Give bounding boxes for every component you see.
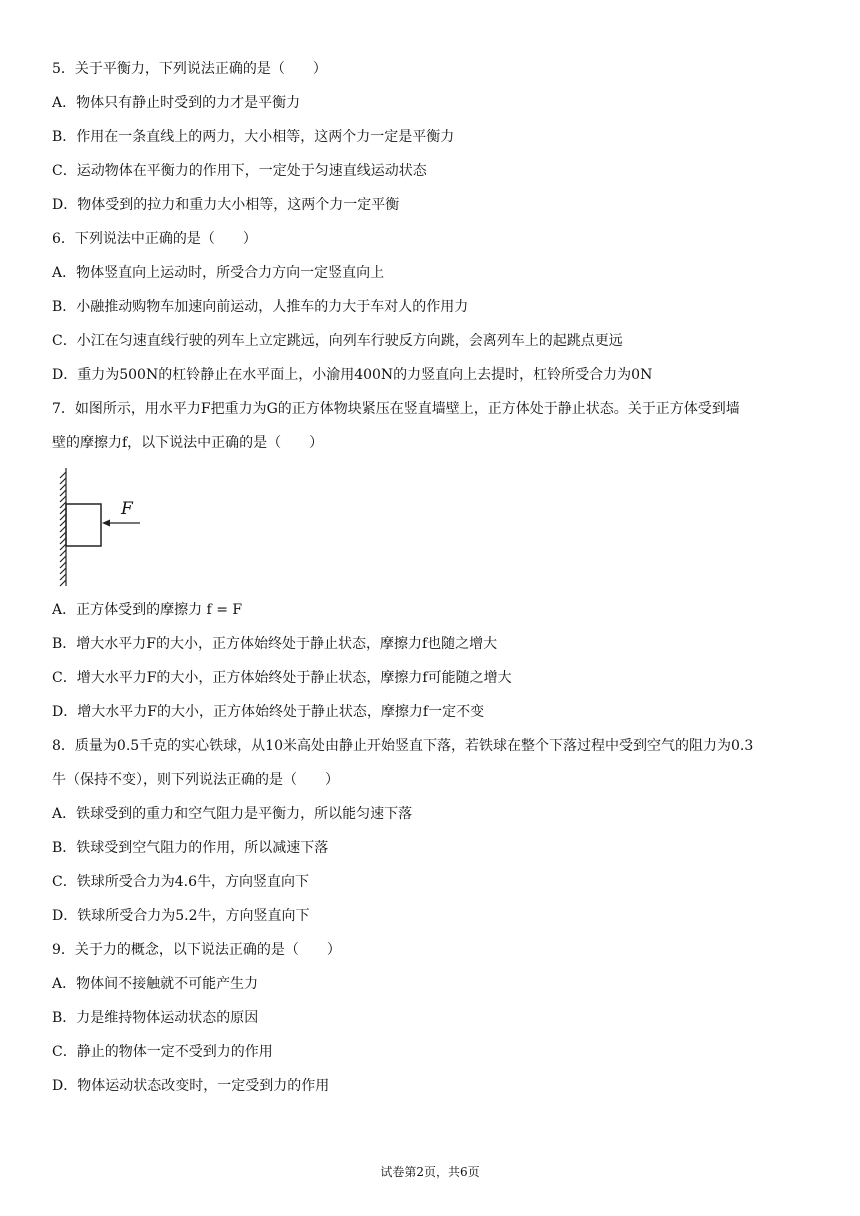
q7-option-c: C．增大水平力F的大小，正方体始终处于静止状态，摩擦力f可能随之增大 <box>52 670 512 686</box>
q8-option-a: A．铁球受到的重力和空气阻力是平衡力，所以能匀速下落 <box>52 806 413 822</box>
q8-stem-line1: 8．质量为0.5千克的实心铁球，从10米高处由静止开始竖直下落，若铁球在整个下落过程中受到空气的阻力为0.3 <box>52 738 754 754</box>
q7-option-b: B．增大水平力F的大小，正方体始终处于静止状态，摩擦力f也随之增大 <box>52 636 498 652</box>
q9-option-d: D．物体运动状态改变时，一定受到力的作用 <box>52 1078 330 1094</box>
q6-option-a: A．物体竖直向上运动时，所受合力方向一定竖直向上 <box>52 265 385 281</box>
q6-option-c: C．小江在匀速直线行驶的列车上立定跳远，向列车行驶反方向跳，会离列车上的起跳点更远 <box>52 333 623 349</box>
q6-option-b: B．小融推动购物车加速向前运动，人推车的力大于车对人的作用力 <box>52 299 469 315</box>
q7-option-a: A．正方体受到的摩擦力 f = F <box>52 602 243 618</box>
q6-option-d: D．重力为500N的杠铃静止在水平面上，小渝用400N的力竖直向上去提时，杠铃所受合力为0N <box>52 367 653 383</box>
force-label: F <box>121 499 133 519</box>
q7-stem-line2: 壁的摩擦力f，以下说法中正确的是（ ） <box>52 435 324 451</box>
q9-option-a: A．物体间不接触就不可能产生力 <box>52 976 259 992</box>
force-arrowhead-icon <box>102 520 110 527</box>
q9-stem: 9．关于力的概念，以下说法正确的是（ ） <box>52 942 341 958</box>
wall-block-figure <box>52 466 162 595</box>
q8-option-c: C．铁球所受合力为4.6牛，方向竖直向下 <box>52 874 309 890</box>
q9-option-b: B．力是维持物体运动状态的原因 <box>52 1010 259 1026</box>
cube-block <box>66 504 101 546</box>
q5-option-b: B．作用在一条直线上的两力，大小相等，这两个力一定是平衡力 <box>52 129 455 145</box>
q5-option-d: D．物体受到的拉力和重力大小相等，这两个力一定平衡 <box>52 197 400 213</box>
wall-hatching <box>60 472 66 586</box>
q6-stem: 6．下列说法中正确的是（ ） <box>52 231 257 247</box>
q5-option-c: C．运动物体在平衡力的作用下，一定处于匀速直线运动状态 <box>52 163 427 179</box>
q5-option-a: A．物体只有静止时受到的力才是平衡力 <box>52 95 301 111</box>
q8-stem-line2: 牛（保持不变），则下列说法正确的是（ ） <box>52 772 339 788</box>
q5-stem: 5．关于平衡力，下列说法正确的是（ ） <box>52 61 327 77</box>
q8-option-d: D．铁球所受合力为5.2牛，方向竖直向下 <box>52 908 310 924</box>
wall-block-diagram <box>52 466 162 591</box>
page-footer: 试卷第2页，共6页 <box>380 1165 480 1179</box>
q8-option-b: B．铁球受到空气阻力的作用，所以减速下落 <box>52 840 329 856</box>
q7-option-d: D．增大水平力F的大小，正方体始终处于静止状态，摩擦力f一定不变 <box>52 704 485 720</box>
q7-stem-line1: 7．如图所示，用水平力F把重力为G的正方体物块紧压在竖直墙壁上，正方体处于静止状态。关于正方体受到墙 <box>52 401 740 417</box>
q9-option-c: C．静止的物体一定不受到力的作用 <box>52 1044 273 1060</box>
